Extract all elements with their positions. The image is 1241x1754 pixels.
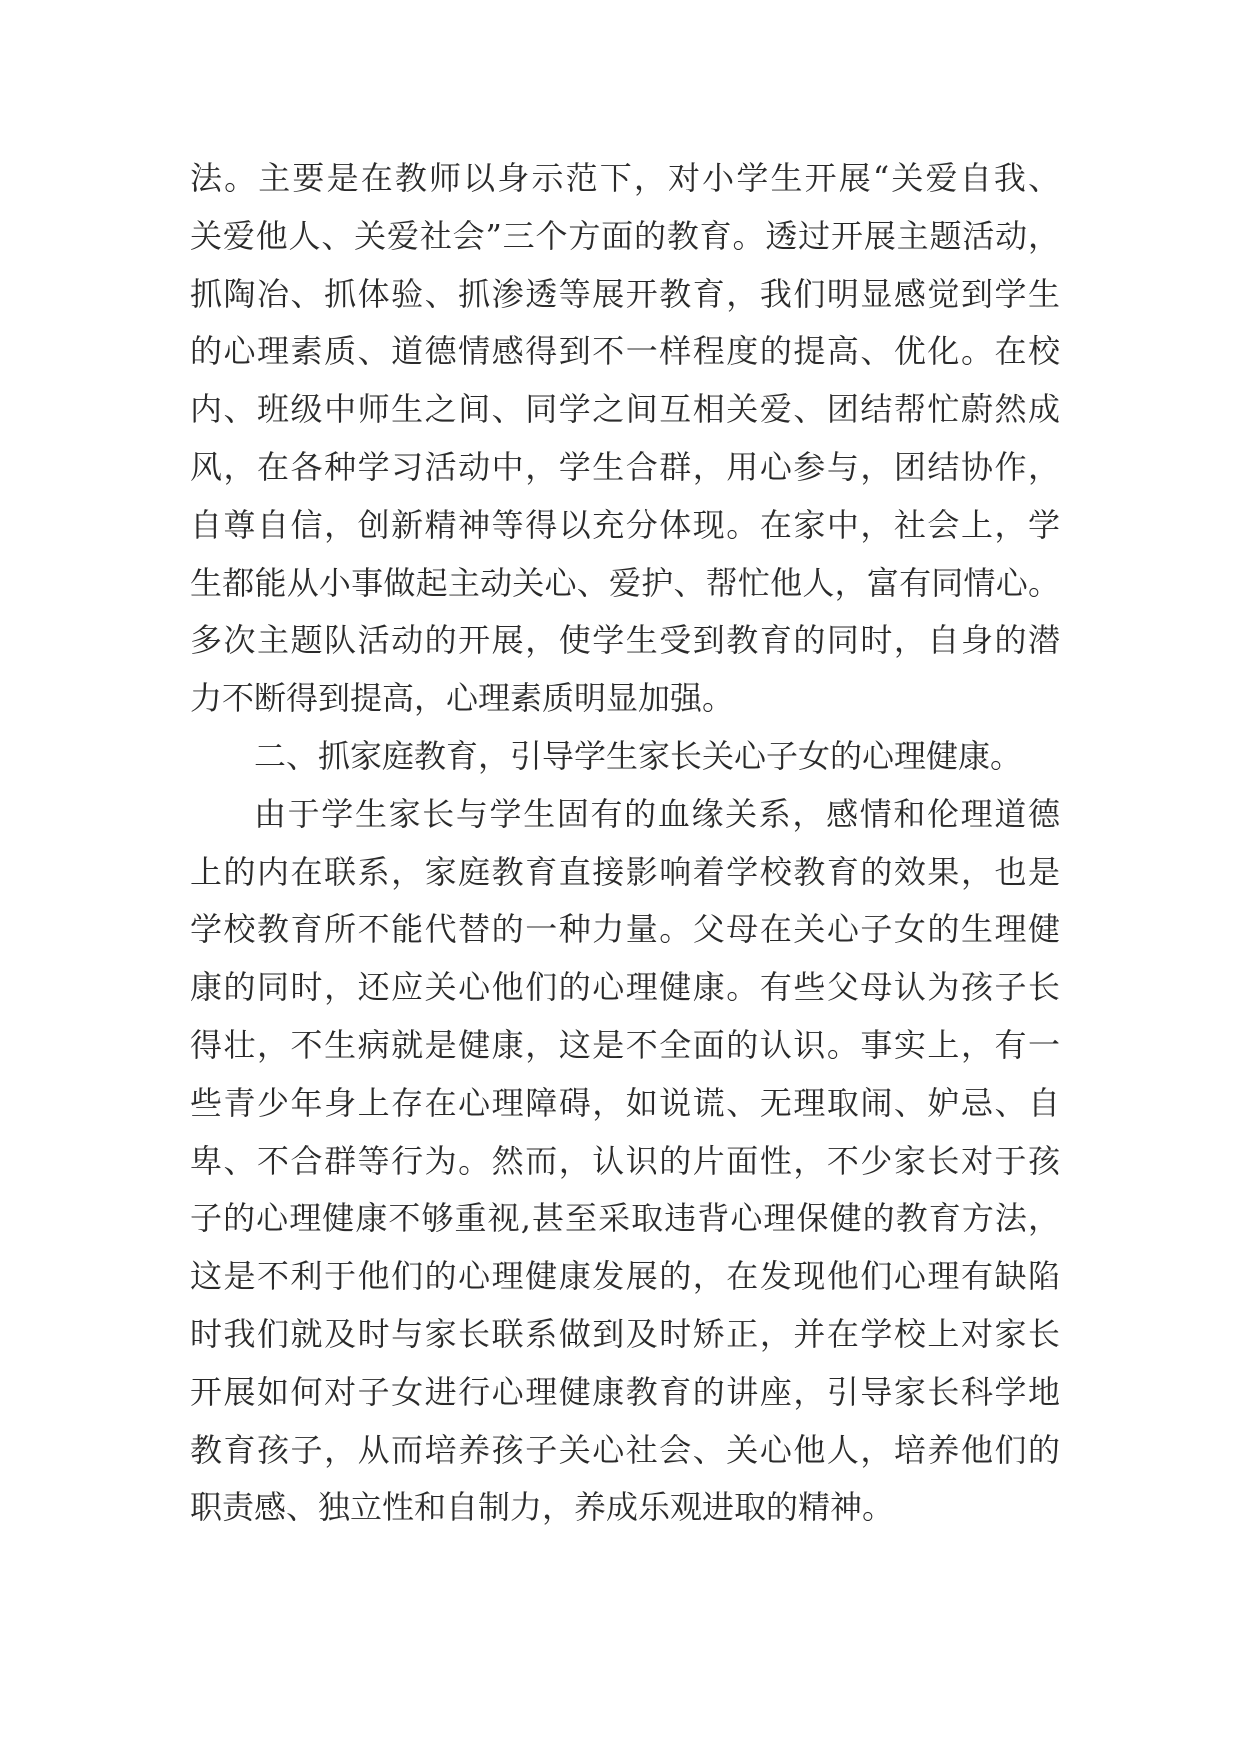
- text-line: 康的同时，还应关心他们的心理健康。有些父母认为孩子长: [190, 968, 1060, 1007]
- text-line: 的心理素质、道德情感得到不一样程度的提高、优化。在校: [190, 332, 1060, 371]
- text-line: 教育孩子，从而培养孩子关心社会、关心他人，培养他们的: [190, 1430, 1060, 1469]
- text-line: 卑、不合群等行为。然而，认识的片面性，不少家长对于孩: [190, 1141, 1060, 1180]
- text-line: 些青少年身上存在心理障碍，如说谎、无理取闹、妒忌、自: [190, 1083, 1060, 1122]
- text-line: 关爱他人、关爱社会”三个方面的教育。透过开展主题活动，: [190, 216, 1060, 255]
- text-line: 由于学生家长与学生固有的血缘关系，感情和伦理道德: [254, 794, 1060, 833]
- text-line: 力不断得到提高，心理素质明显加强。: [190, 679, 735, 718]
- text-line: 风，在各种学习活动中，学生合群，用心参与，团结协作，: [190, 447, 1060, 486]
- text-line: 多次主题队活动的开展，使学生受到教育的同时，自身的潜: [190, 621, 1060, 660]
- text-line: 法。主要是在教师以身示范下，对小学生开展“关爱自我、: [190, 159, 1060, 197]
- text-line: 职责感、独立性和自制力，养成乐观进取的精神。: [190, 1488, 895, 1527]
- text-line: 上的内在联系，家庭教育直接影响着学校教育的效果，也是: [190, 852, 1060, 891]
- text-line: 学校教育所不能代替的一种力量。父母在关心子女的生理健: [190, 910, 1060, 949]
- text-line: 抓陶冶、抓体验、抓渗透等展开教育，我们明显感觉到学生: [190, 274, 1060, 313]
- text-line: 子的心理健康不够重视,甚至采取违背心理保健的教育方法，: [190, 1199, 1060, 1238]
- text-line: 二、抓家庭教育，引导学生家长关心子女的心理健康。: [254, 736, 1023, 775]
- text-line: 得壮，不生病就是健康，这是不全面的认识。事实上，有一: [190, 1025, 1060, 1064]
- body-text: [190, 150, 1060, 1537]
- text-line: 时我们就及时与家长联系做到及时矫正，并在学校上对家长: [190, 1314, 1060, 1353]
- text-line: 自尊自信，创新精神等得以充分体现。在家中，社会上，学: [190, 505, 1060, 544]
- text-line: 这是不利于他们的心理健康发展的，在发现他们心理有缺陷: [190, 1257, 1060, 1296]
- text-line: 生都能从小事做起主动关心、爱护、帮忙他人，富有同情心。: [190, 563, 1060, 602]
- text-line: 内、班级中师生之间、同学之间互相关爱、团结帮忙蔚然成: [190, 390, 1060, 429]
- text-line: 开展如何对子女进行心理健康教育的讲座，引导家长科学地: [190, 1372, 1060, 1411]
